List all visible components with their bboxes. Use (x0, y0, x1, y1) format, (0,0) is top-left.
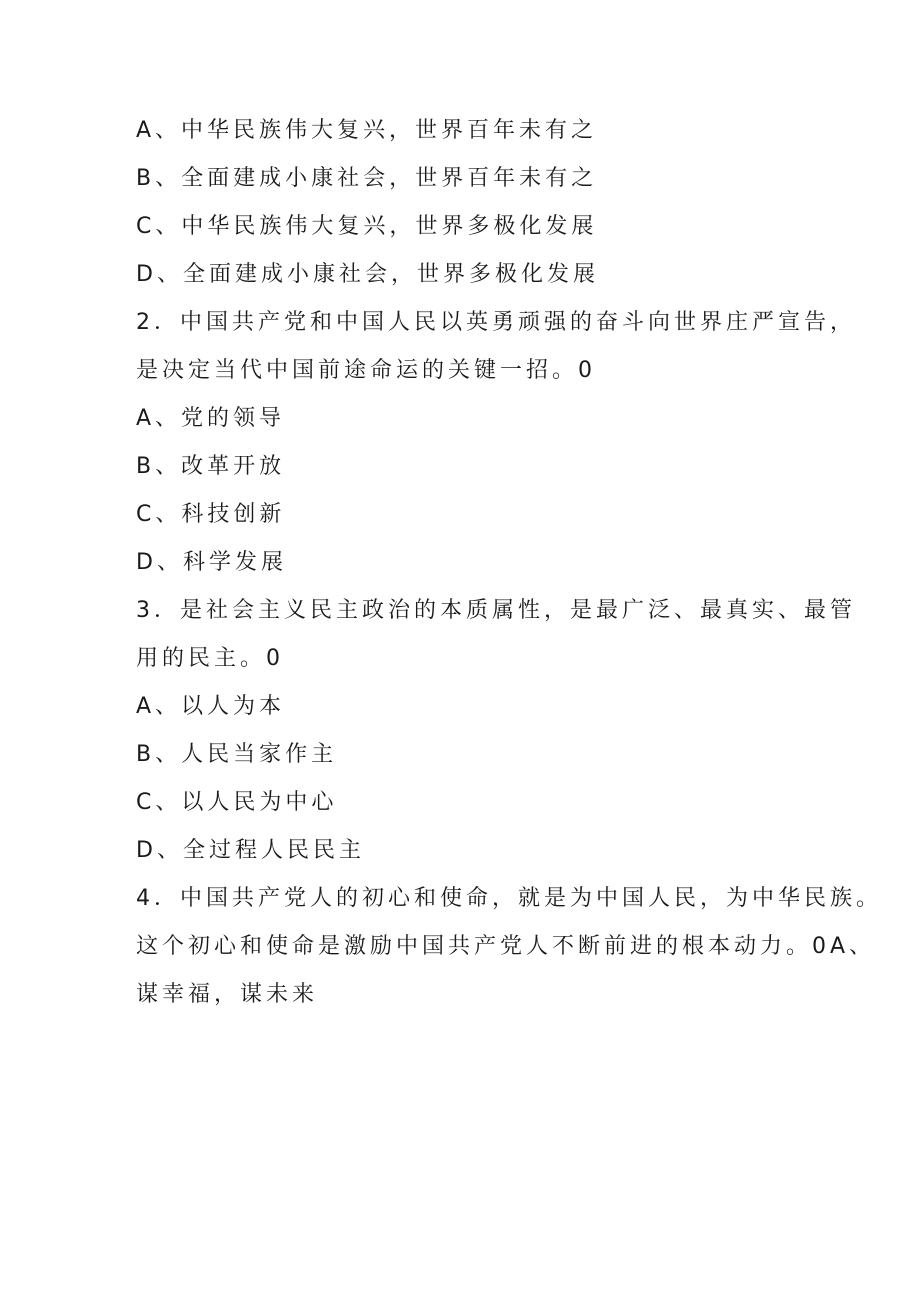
option-d-q2: D、科学发展 (136, 550, 287, 575)
option-b-q3: B、人民当家作主 (136, 742, 338, 767)
option-d-q3: D、全过程人民民主 (136, 838, 365, 863)
option-c-q1: C、中华民族伟大复兴，世界多极化发展 (136, 214, 598, 239)
question-4-line-2: 这个初心和使命是激励中国共产党人不断前进的根本动力。0A、 (136, 934, 876, 959)
question-3-line-1: 3．是社会主义民主政治的本质属性，是最广泛、最真实、最管 (136, 598, 856, 623)
option-b-q2: B、改革开放 (136, 454, 286, 479)
question-2-line-2: 是决定当代中国前途命运的关键一招。0 (136, 358, 596, 383)
question-3-line-2: 用的民主。0 (136, 646, 284, 671)
question-2-line-1: 2．中国共产党和中国人民以英勇顽强的奋斗向世界庄严宣告， (136, 310, 856, 335)
question-4-line-3: 谋幸福，谋未来 (136, 982, 319, 1007)
option-a-q3: A、以人为本 (136, 694, 286, 719)
option-c-q2: C、科技创新 (136, 502, 286, 527)
question-4-line-1: 4．中国共产党人的初心和使命，就是为中国人民，为中华民族。 (136, 886, 882, 911)
option-d-q1: D、全面建成小康社会，世界多极化发展 (136, 262, 599, 287)
option-b-q1: B、全面建成小康社会，世界百年未有之 (136, 166, 598, 191)
option-a-q1: A、中华民族伟大复兴，世界百年未有之 (136, 118, 598, 143)
option-a-q2: A、党的领导 (136, 406, 286, 431)
document-body (136, 107, 882, 1019)
option-c-q3: C、以人民为中心 (136, 790, 338, 815)
